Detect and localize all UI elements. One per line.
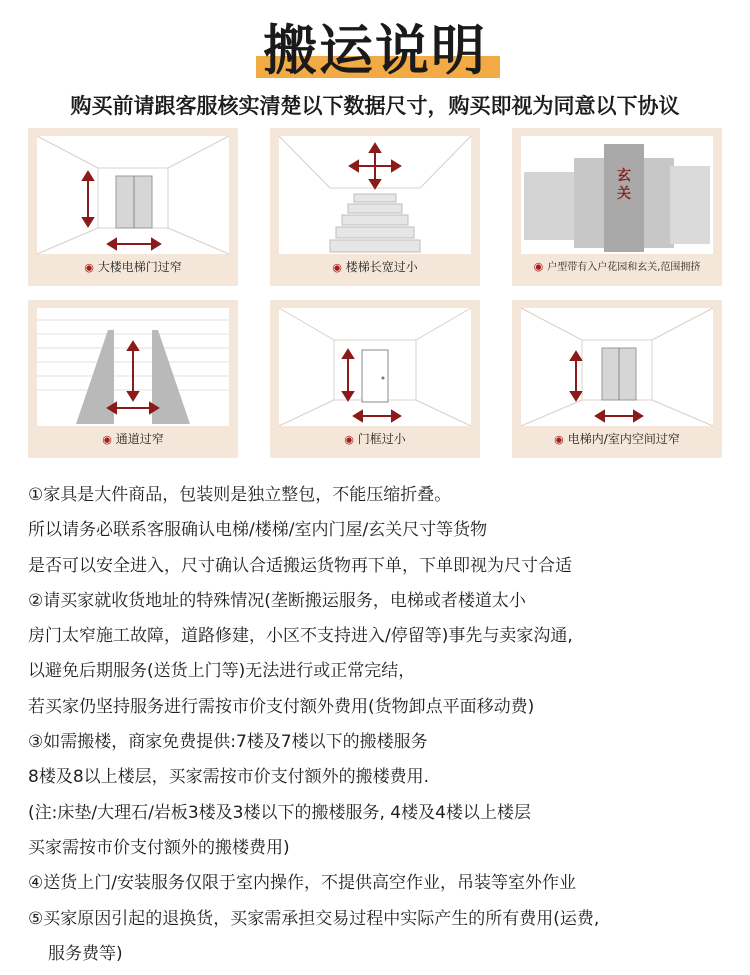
notes-section [28, 478, 728, 972]
panel-narrow-passage [28, 300, 238, 458]
note-line: 若买家仍坚持服务进行需按市价支付额外费用(货物卸点平面移动费) [28, 696, 535, 717]
door-frame-icon [270, 300, 480, 430]
entrance-sign-char-1: 玄关 [617, 168, 631, 202]
panel-caption: ◉ 电梯内/室内空间过窄 [554, 432, 680, 446]
note-line: ①家具是大件商品，包装则是独立整包，不能压缩折叠。 [28, 485, 452, 505]
elevator-door-icon [28, 128, 238, 258]
panel-elevator-door [28, 128, 238, 286]
panel-caption: ◉ 通道过窄 [102, 432, 164, 446]
staircase-icon [270, 128, 480, 258]
note-line: ④送货上门/安装服务仅限于室内操作，不提供高空作业，吊装等室外作业 [28, 873, 576, 894]
entrance-hall-icon [512, 128, 722, 258]
panel-caption: ◉ 户型带有入户花园和玄关,范围拥挤 [533, 260, 701, 273]
note-line: ③如需搬楼，商家免费提供:7楼及7楼以下的搬楼服务 [28, 732, 428, 753]
panel-caption: ◉ 楼梯长宽过小 [332, 260, 418, 274]
elevator-interior-icon [512, 300, 722, 430]
panel-staircase [270, 128, 480, 286]
note-line: ⑤买家原因引起的退换货，买家需承担交易过程中实际产生的所有费用(运费, [28, 908, 600, 929]
note-line: ②请买家就收货地址的特殊情况(垄断搬运服务，电梯或者楼道太小 [28, 590, 526, 611]
panel-elevator-interior [512, 300, 722, 458]
note-line: 房门太窄施工故障，道路修建，小区不支持进入/停留等)事先与卖家沟通, [28, 626, 573, 647]
note-line: (注:床垫/大理石/岩板3楼及3楼以下的搬楼服务, 4楼及4楼以上楼层 [28, 802, 531, 823]
note-line: 是否可以安全进入，尺寸确认合适搬运货物再下单，下单即视为尺寸合适 [28, 555, 572, 576]
note-line: 服务费等) [48, 943, 123, 964]
page-title: 搬运说明 [263, 19, 487, 82]
note-line: 所以请务必联系客服确认电梯/楼梯/室内门屋/玄关尺寸等货物 [28, 520, 488, 541]
panel-caption: ◉ 门框过小 [344, 432, 406, 446]
narrow-passage-icon [28, 300, 238, 430]
panel-door-frame [270, 300, 480, 458]
note-line: 以避免后期服务(送货上门等)无法进行或正常完结， [28, 661, 416, 682]
page-subtitle: 购买前请跟客服核实清楚以下数据尺寸，购买即视为同意以下协议 [70, 94, 680, 118]
panel-entrance-hall [512, 128, 722, 286]
note-line: 买家需按市价支付额外的搬楼费用) [28, 837, 290, 858]
title-block [0, 6, 750, 80]
note-line: 8楼及8以上楼层，买家需按市价支付额外的搬楼费用. [28, 767, 430, 788]
panel-caption: ◉ 大楼电梯门过窄 [84, 260, 182, 274]
